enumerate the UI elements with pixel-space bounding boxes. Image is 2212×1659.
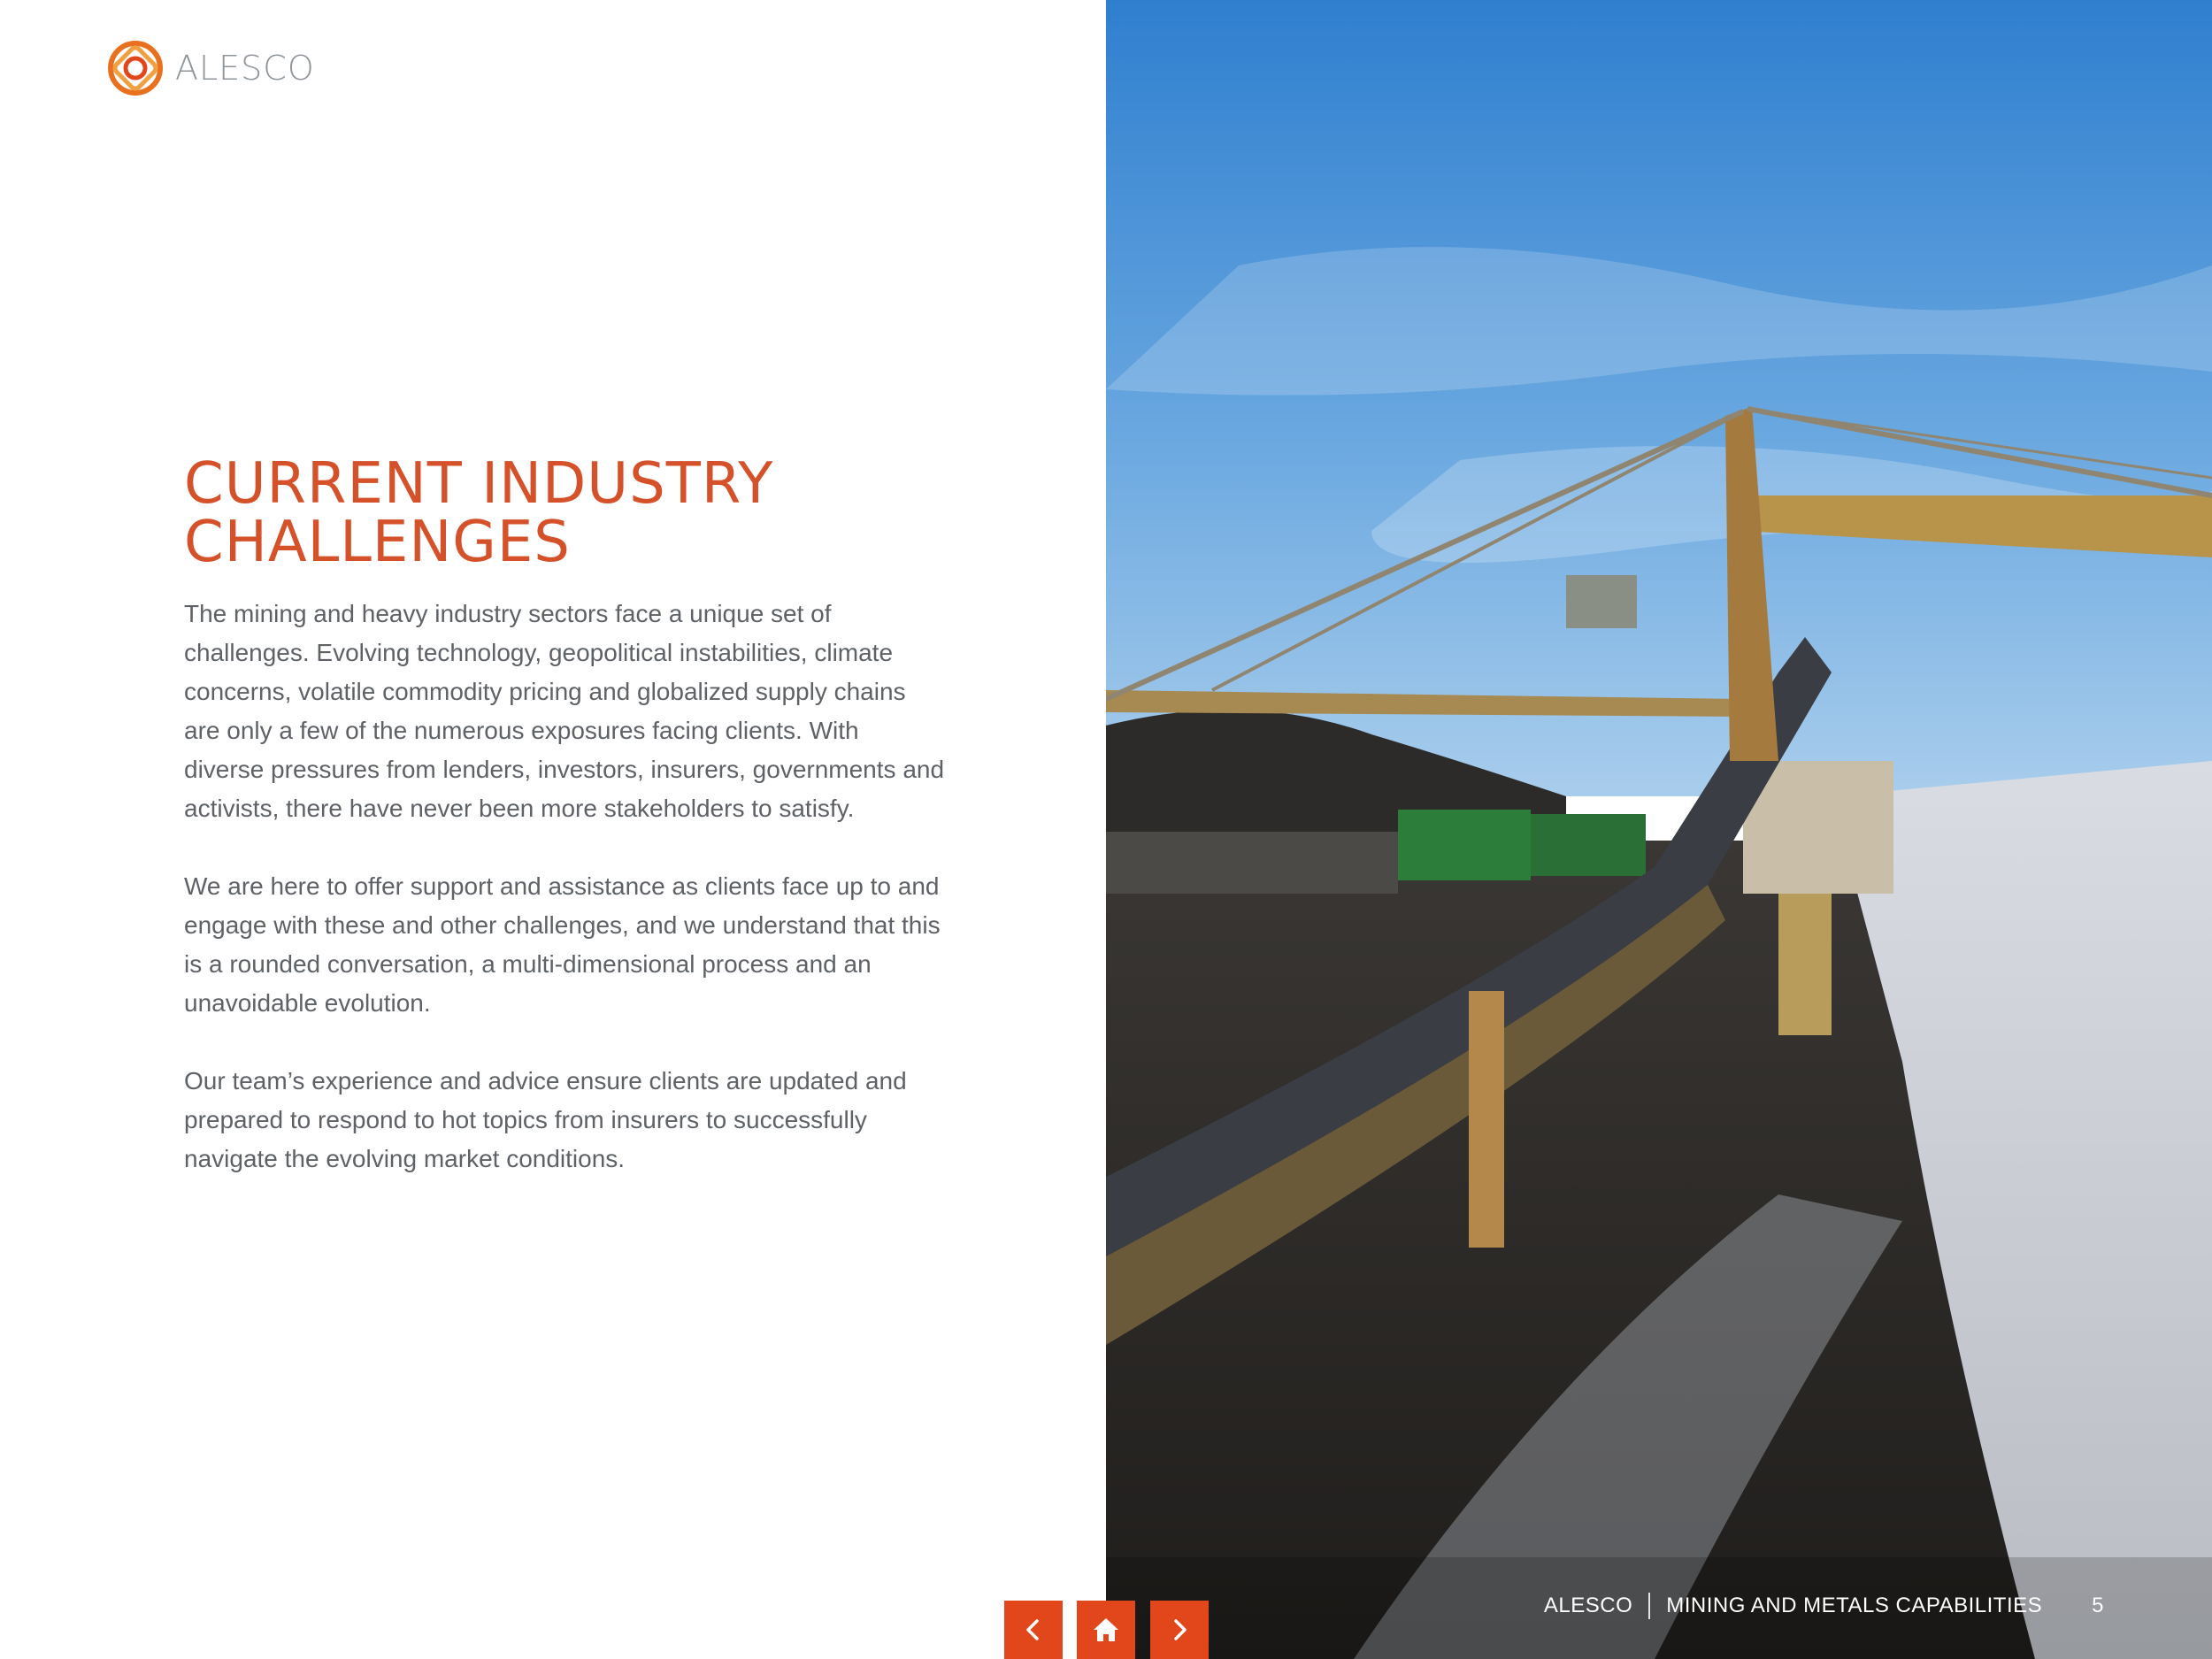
mining-photo xyxy=(1106,0,2212,1659)
home-icon xyxy=(1091,1615,1121,1645)
logo xyxy=(106,39,315,97)
page-title xyxy=(184,451,980,575)
page-number: 5 xyxy=(2092,1594,2104,1617)
chevron-right-icon xyxy=(1164,1615,1194,1645)
body-text xyxy=(184,595,945,1217)
title-line-2: CHALLENGES xyxy=(184,510,571,575)
chevron-left-icon xyxy=(1018,1615,1048,1645)
page-footer xyxy=(1544,1593,2104,1619)
footer-brand: ALESCO xyxy=(1543,1594,1633,1617)
conveyor-stacker-icon xyxy=(1106,0,2212,1659)
logo-text: ALESCO xyxy=(175,49,315,88)
footer-section: MINING AND METALS CAPABILITIES xyxy=(1666,1594,2043,1617)
next-page-button[interactable] xyxy=(1150,1601,1209,1659)
alesco-logo-icon xyxy=(106,39,165,97)
home-button[interactable] xyxy=(1077,1601,1135,1659)
paragraph-2: We are here to offer support and assistance as clients face up to and engage with these and other challenges, and we understand that this is a rounded conversation, a multi-dimensional process and an unavoidable evolution. xyxy=(184,872,941,1017)
paragraph-1: The mining and heavy industry sectors face a unique set of challenges. Evolving technology, geopolitical instabilities, climate concerns, volatile commodity pricing and globalized supply chains are only a few of the numerous exposures facing clients. With diverse pressures from lenders, investors, insurers, governments and activists, there have never been more stakeholders to satisfy. xyxy=(184,600,945,822)
prev-page-button[interactable] xyxy=(1004,1601,1063,1659)
footer-divider xyxy=(1648,1593,1650,1619)
paragraph-3: Our team’s experience and advice ensure clients are updated and prepared to respond to hot topics from insurers to successfully navigate the evolving market conditions. xyxy=(184,1067,907,1172)
title-line-1: CURRENT INDUSTRY xyxy=(184,451,774,517)
